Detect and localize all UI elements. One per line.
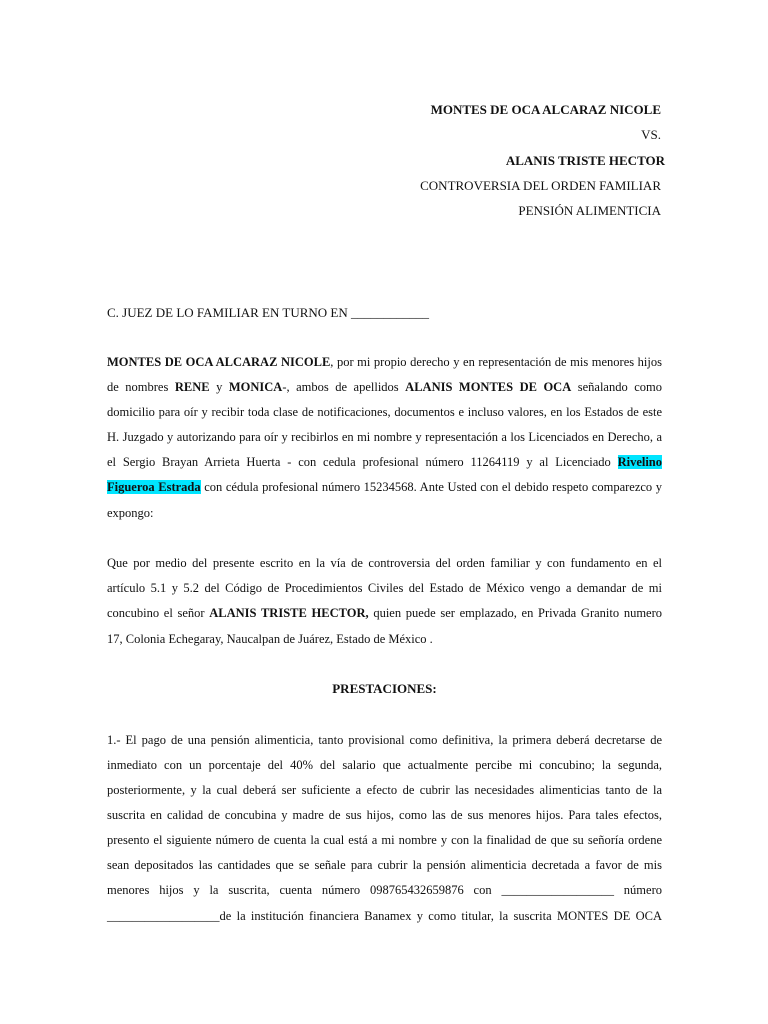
para2-line xyxy=(107,605,662,621)
para2-line: Que por medio del presente escrito en la vía de controversia del orden familiar y con fundamento en el xyxy=(107,556,662,570)
child-name-monica: MONICA xyxy=(228,380,283,394)
para1-line xyxy=(107,479,662,495)
para1-text: , por mi propio derecho y en representación de mis menores hijos xyxy=(330,355,662,369)
para2-text: quien puede ser emplazado, en Privada Granito numero xyxy=(373,606,662,620)
case-type: CONTROVERSIA DEL ORDEN FAMILIAR xyxy=(420,178,661,193)
addressee: C. JUEZ DE LO FAMILIAR EN TURNO EN ____________ xyxy=(107,305,429,320)
para3-line: menores hijos y la suscrita, cuenta número 098765432659876 con __________________ número xyxy=(107,883,662,897)
para3-line: suscrita en calidad de concubina y madre de sus hijos, como las de sus menores hijos. Para tales efectos, xyxy=(107,808,662,822)
para1-text: señalando como xyxy=(577,380,662,394)
para1-line xyxy=(107,454,662,470)
highlighted-name: Figueroa Estrada xyxy=(107,480,201,494)
defendant-name: ALANIS TRISTE HECTOR xyxy=(505,153,665,168)
defendant-inline: ALANIS TRISTE HECTOR, xyxy=(209,606,369,620)
para3-line: __________________de la institución financiera Banamex y como titular, la suscrita MONTES DE OCA xyxy=(107,909,662,923)
para3-line: posteriormente, y la cual deberá ser suficiente a efecto de cubrir las necesidades alimenticias tanto de la xyxy=(107,783,662,797)
para1-text: de nombres xyxy=(107,380,169,394)
para2-line: 17, Colonia Echegaray, Naucalpan de Juárez, Estado de México . xyxy=(107,632,433,646)
case-matter: PENSIÓN ALIMENTICIA xyxy=(518,203,661,218)
para1-line xyxy=(107,379,662,395)
para1-line xyxy=(107,354,662,370)
para1-text: el Sergio Brayan Arrieta Huerta - con cedula profesional número 11264119 y al Licenciado xyxy=(107,455,611,469)
section-title: PRESTACIONES: xyxy=(332,681,437,696)
child-name-rene: RENE xyxy=(174,380,210,394)
para1-line: expongo: xyxy=(107,506,154,520)
para3-line: inmediato con un porcentaje del 40% del salario que actualmente percibe mi concubino; la segunda, xyxy=(107,758,662,772)
para1-line: domicilio para oír y recibir toda clase de notificaciones, documentos e incluso valores, en los Estados de este xyxy=(107,405,662,419)
para2-line: artículo 5.1 y 5.2 del Código de Procedimientos Civiles del Estado de México vengo a demandar de mi xyxy=(107,581,662,595)
versus-label: VS. xyxy=(641,127,661,142)
para1-text: con cédula profesional número 15234568. Ante Usted con el debido respeto comparezco y xyxy=(204,480,663,494)
highlighted-name: Rivelino xyxy=(617,455,663,469)
plaintiff-name: MONTES DE OCA ALCARAZ NICOLE xyxy=(430,102,661,117)
para3-line: 1.- El pago de una pensión alimenticia, tanto provisional como definitiva, la primera deberá decretarse de xyxy=(107,733,662,747)
para2-text: concubino el señor xyxy=(107,606,205,620)
plaintiff-inline: MONTES DE OCA ALCARAZ NICOLE xyxy=(107,355,331,369)
para3-line: presento el siguiente número de cuenta la cual está a mi nombre y con la finalidad de que su señoría ordene xyxy=(107,833,662,847)
para1-text: -, ambos de apellidos xyxy=(282,380,399,394)
para3-line: sean depositados las cantidades que se señale para cubrir la pensión alimenticia decretada a favor de mis xyxy=(107,858,662,872)
children-surnames: ALANIS MONTES DE OCA xyxy=(405,380,572,394)
para1-line: H. Juzgado y autorizando para oír y recibirlos en mi nombre y representación a los Licenciados en Derecho, a xyxy=(107,430,662,444)
para1-text: y xyxy=(216,380,223,394)
